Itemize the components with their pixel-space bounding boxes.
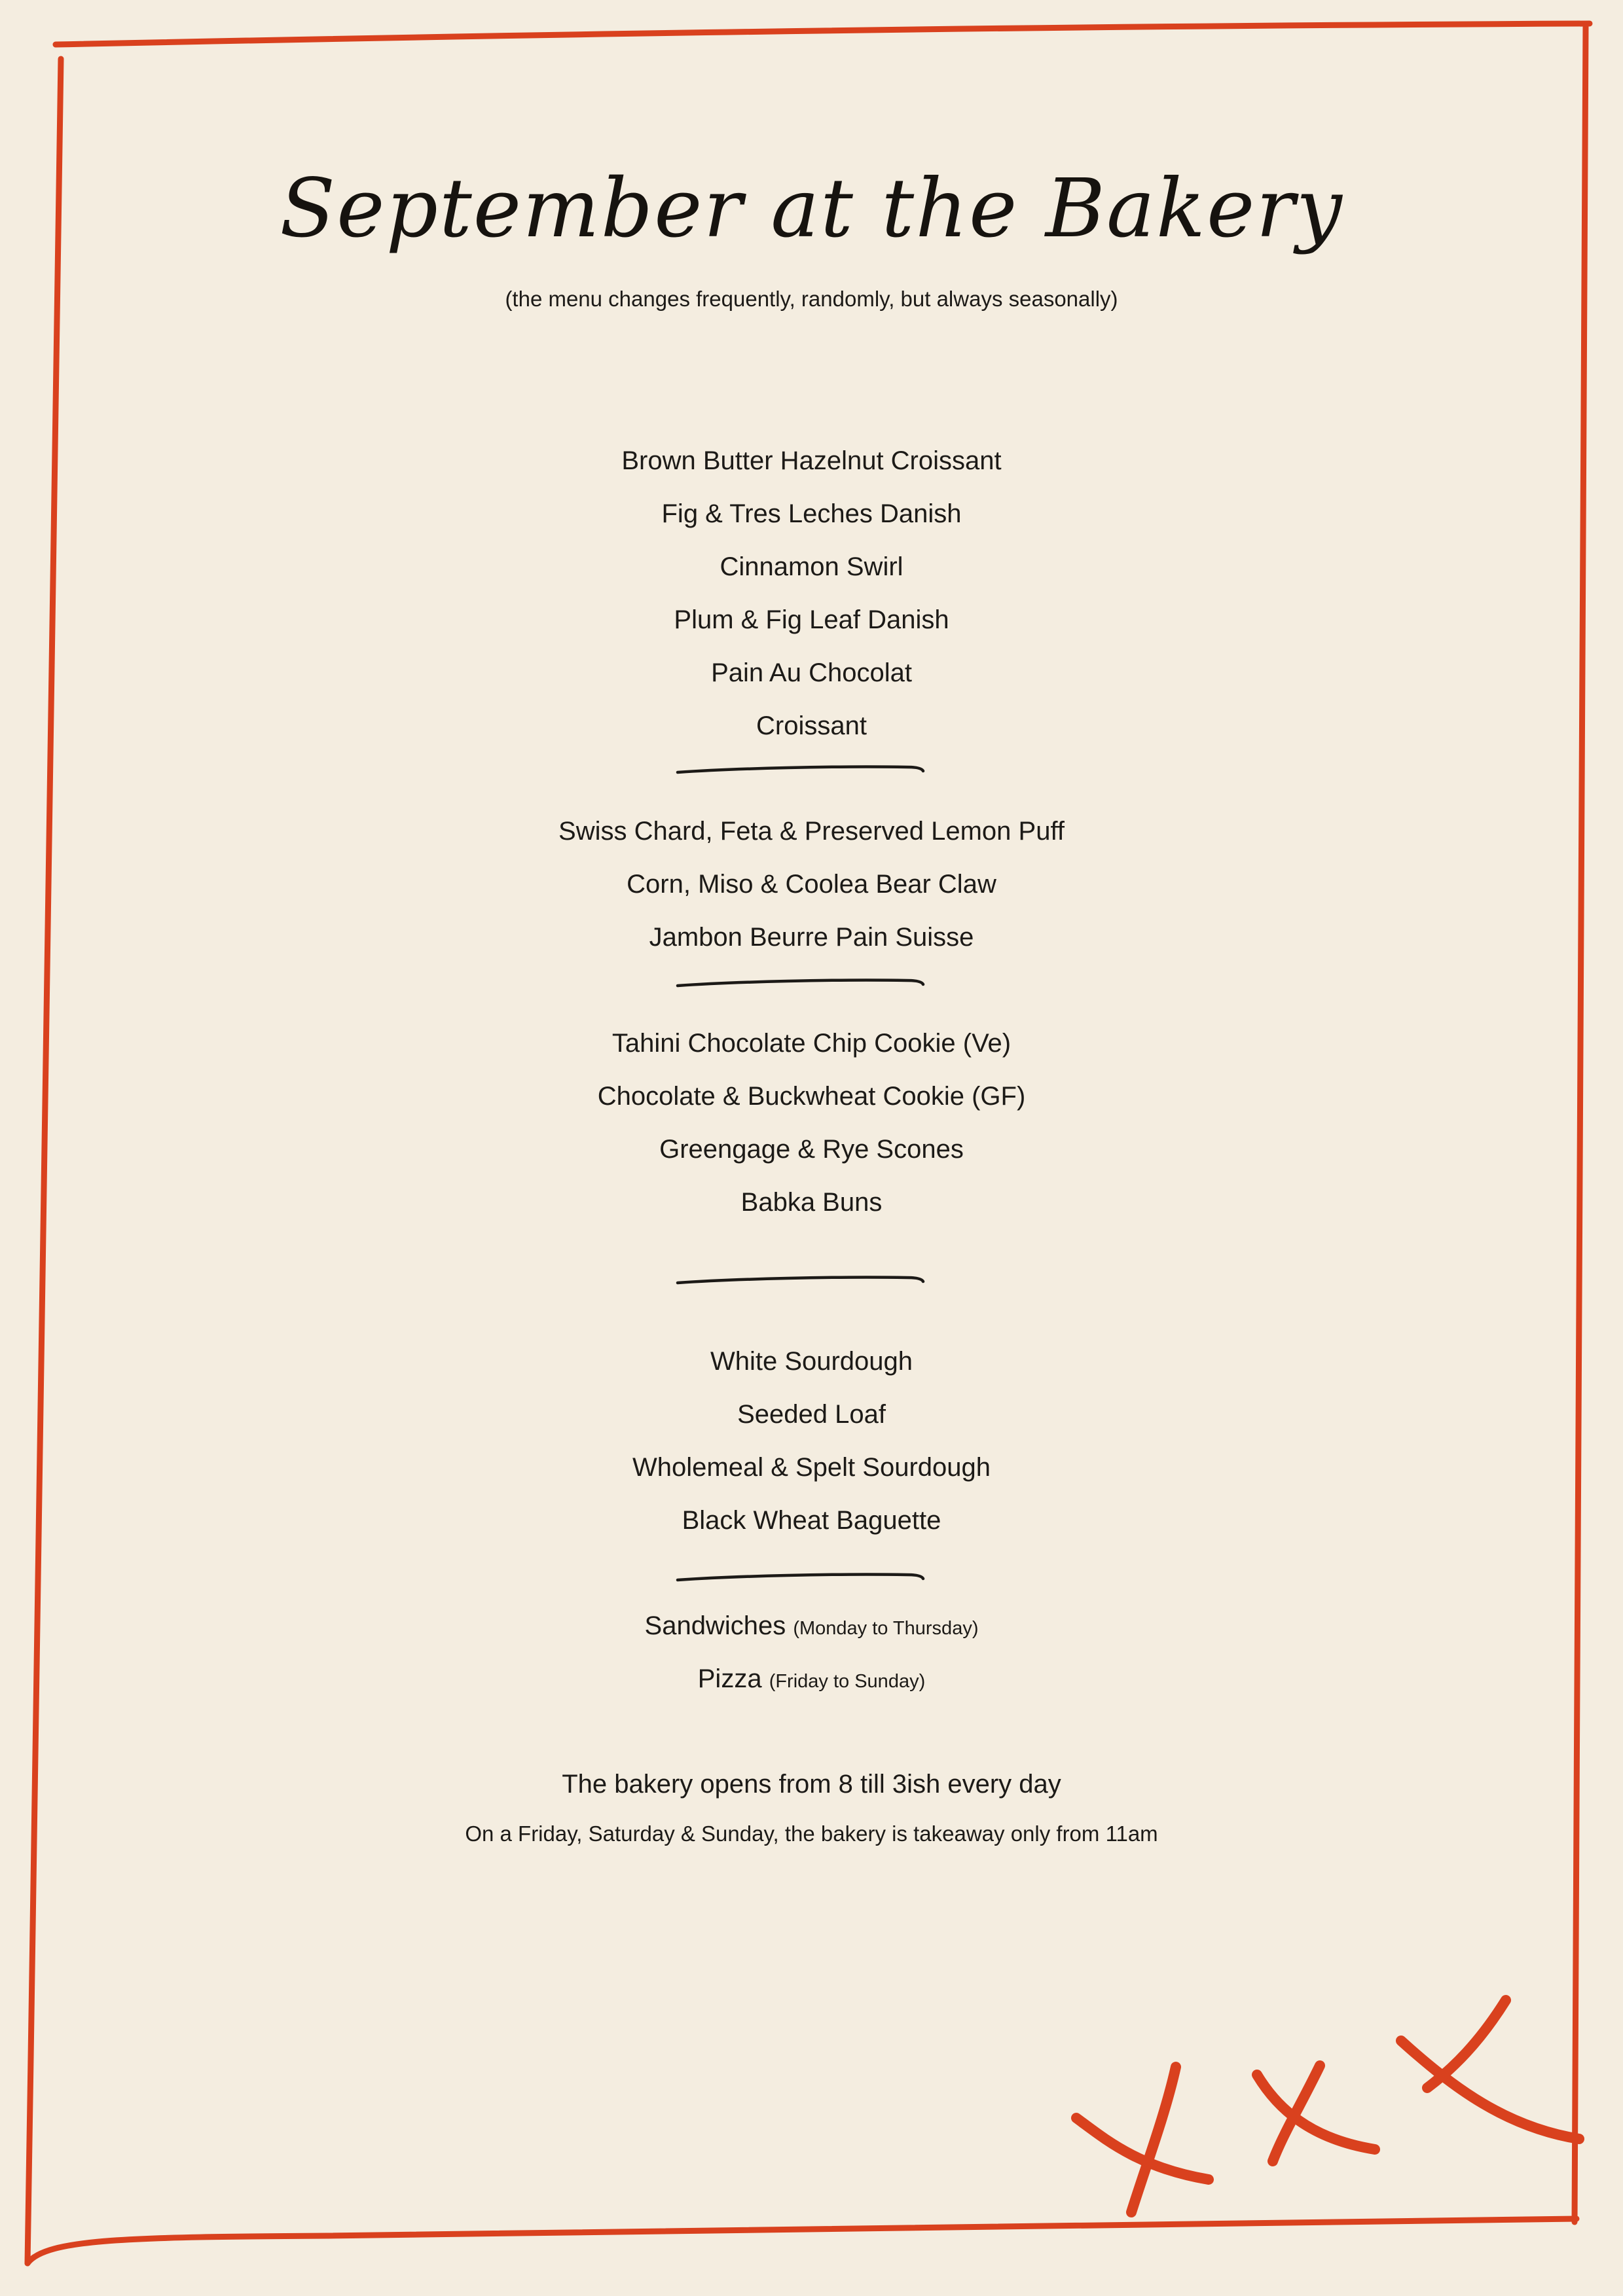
- opening-hours: The bakery opens from 8 till 3ish every day: [562, 1770, 1061, 1799]
- menu-item-name: Croissant: [756, 711, 867, 740]
- section-divider: [674, 759, 926, 779]
- menu-item: [0, 603, 1623, 637]
- menu-item-name: White Sourdough: [710, 1347, 913, 1376]
- menu-item: [0, 1026, 1623, 1060]
- menu-item: [0, 1344, 1623, 1378]
- menu-item-name: Jambon Beurre Pain Suisse: [649, 923, 974, 952]
- section-divider: [674, 1270, 926, 1289]
- page-title: September at the Bakery: [280, 162, 1343, 256]
- menu-item: [0, 920, 1623, 954]
- menu-item: [0, 550, 1623, 584]
- menu-item: [0, 1609, 1623, 1645]
- menu-item: [0, 1503, 1623, 1537]
- menu-item: [0, 867, 1623, 901]
- menu-item-name: Fig & Tres Leches Danish: [661, 499, 962, 528]
- menu-item: [0, 497, 1623, 531]
- page-subtitle: (the menu changes frequently, randomly, but always seasonally): [505, 287, 1118, 311]
- menu-item-name: Greengage & Rye Scones: [659, 1135, 964, 1164]
- menu-item-name: Brown Butter Hazelnut Croissant: [621, 446, 1002, 475]
- menu-item-name: Seeded Loaf: [737, 1400, 886, 1429]
- menu-item: [0, 1079, 1623, 1113]
- menu-item-name: Pizza: [697, 1664, 762, 1693]
- menu-item-name: Pain Au Chocolat: [711, 658, 912, 687]
- menu-item: [0, 814, 1623, 848]
- menu-item: [0, 1185, 1623, 1219]
- menu-item-name: Chocolate & Buckwheat Cookie (GF): [597, 1082, 1026, 1111]
- menu-item: [0, 1450, 1623, 1484]
- menu-item: [0, 709, 1623, 743]
- menu-item: [0, 656, 1623, 690]
- menu-item: [0, 1397, 1623, 1431]
- menu-item-name: Swiss Chard, Feta & Preserved Lemon Puff: [558, 817, 1065, 846]
- menu-item-name: Corn, Miso & Coolea Bear Claw: [627, 870, 996, 899]
- menu-item-name: Plum & Fig Leaf Danish: [674, 605, 949, 634]
- takeaway-note: On a Friday, Saturday & Sunday, the bakery is takeaway only from 11am: [465, 1821, 1158, 1846]
- menu-item-name: Black Wheat Baguette: [682, 1506, 941, 1535]
- menu-item-name: Babka Buns: [740, 1188, 883, 1217]
- menu-item-note: (Monday to Thursday): [793, 1618, 979, 1639]
- menu-item-name: Tahini Chocolate Chip Cookie (Ve): [611, 1029, 1012, 1058]
- menu-item-name: Cinnamon Swirl: [720, 552, 903, 581]
- menu-item: [0, 444, 1623, 478]
- menu-item-note: (Friday to Sunday): [769, 1671, 926, 1692]
- menu-item: [0, 1662, 1623, 1698]
- menu-item: [0, 1132, 1623, 1166]
- section-divider: [674, 1567, 926, 1587]
- menu-item-name: Wholemeal & Spelt Sourdough: [632, 1453, 991, 1482]
- xxx-kisses-icon: [1061, 1990, 1584, 2225]
- menu-item-name: Sandwiches: [644, 1611, 786, 1640]
- section-divider: [674, 973, 926, 992]
